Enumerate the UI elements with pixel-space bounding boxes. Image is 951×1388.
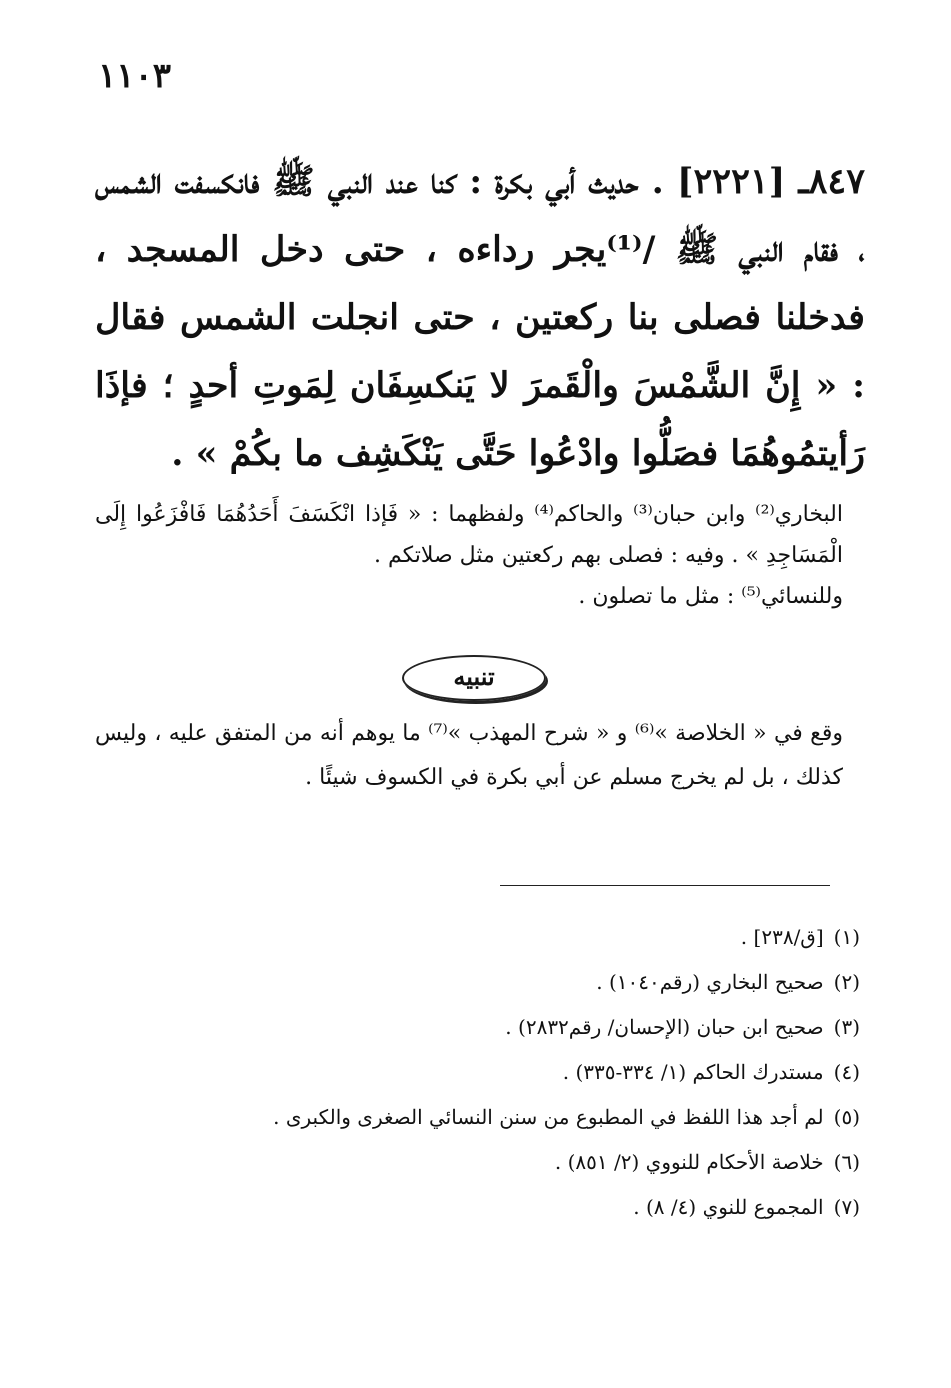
footnote-item: [95, 1050, 860, 1095]
footnote-item: [95, 915, 860, 960]
takhrij-line: وللنسائي⁽⁵⁾ : مثل ما تصلون .: [578, 584, 843, 609]
footnote-item: [95, 1005, 860, 1050]
hadith-number: ٨٤٧ـ: [798, 161, 866, 202]
hadith-text-block: [95, 148, 865, 488]
footnote-number: (٣): [833, 1015, 860, 1039]
page-number: ١١٠٣: [98, 56, 172, 96]
tanbih-note-text: وقع في « الخلاصة »⁽⁶⁾ و « شرح المهذب »⁽⁷⁾ ما يوهم أنه من المتفق عليه ، وليس كذلك ، بل لم يخرج مسلم عن أبي بكرة في الكسوف شيئًا .: [95, 721, 843, 790]
footnote-text: [ق/٢٣٨] .: [740, 925, 824, 949]
hadith-body: . حديث أبي بكرة : كنا عند النبي ﷺ فانكسفت الشمس ، فقام النبي ﷺ /⁽¹⁾يجر رداءه ، حتى دخل المسجد ، فدخلنا فصلى بنا ركعتين ، حتى انجلت الشمس فقال : « إِنَّ الشَّمْسَ والْقَمرَ لا يَنكسِفَان لِمَوتِ أحدٍ ؛ فإذَا رَأيتمُوهُمَا فصَلُّوا وادْعُوا حَتَّى يَنْكَشِف ما بكُمْ » .: [95, 161, 865, 474]
takhrij-block: [95, 494, 843, 617]
footnote-separator: [500, 885, 830, 886]
tanbih-note: [95, 712, 843, 800]
footnote-text: خلاصة الأحكام للنووي (٢/ ٨٥١) .: [554, 1150, 824, 1174]
footnote-text: صحيح ابن حبان (الإحسان/ رقم٢٨٣٢) .: [505, 1015, 824, 1039]
footnote-item: [95, 1140, 860, 1185]
footnote-number: (٦): [833, 1150, 860, 1174]
footnote-number: (٥): [833, 1105, 860, 1129]
footnote-text: لم أجد هذا اللفظ في المطبوع من سنن النسائي الصغرى والكبرى .: [273, 1105, 824, 1129]
footnote-text: صحيح البخاري (رقم١٠٤٠) .: [596, 970, 824, 994]
footnote-item: [95, 1095, 860, 1140]
footnote-text: مستدرك الحاكم (١/ ٣٣٤-٣٣٥) .: [562, 1060, 824, 1084]
hadith-reference: [٢٢٢١]: [676, 161, 786, 202]
footnotes-list: [95, 915, 860, 1230]
footnote-number: (١): [833, 925, 860, 949]
footnote-number: (٤): [833, 1060, 860, 1084]
footnote-text: المجموع للنوي (٤/ ٨) .: [633, 1195, 824, 1219]
footnote-item: [95, 1185, 860, 1230]
footnote-number: (٧): [833, 1195, 860, 1219]
footnote-item: [95, 960, 860, 1005]
takhrij-line: البخاري⁽²⁾ وابن حبان⁽³⁾ والحاكم⁽⁴⁾ ولفظهما : « فَإذا انْكَسَفَ أَحَدُهُمَا فَافْزَعُوا إِلَى الْمَسَاجِدِ » . وفيه : فصلى بهم ركعتين مثل صلاتكم .: [95, 502, 843, 568]
tanbih-heading: تنبيه: [402, 655, 546, 701]
footnote-number: (٢): [833, 970, 860, 994]
